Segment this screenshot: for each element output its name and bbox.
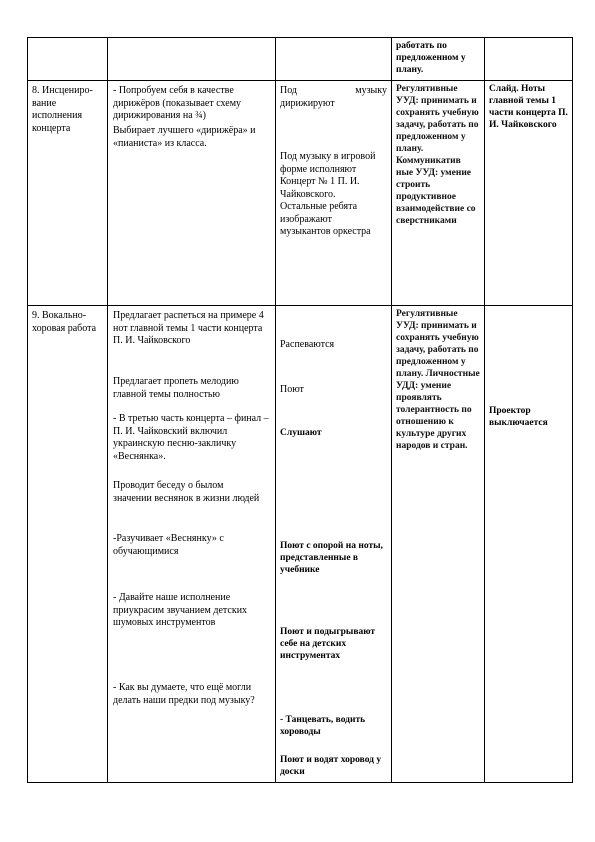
student-activity: музыку <box>355 85 387 96</box>
student-activity: дирижируют <box>280 98 335 109</box>
uud-text: Регулятивные УУД: принимать и сохранять учебную задачу, работать по предложенном у плану. Личностные УДД: умение проявлять толерантность по отношению к культуре других народов и стран. <box>396 309 480 451</box>
table-row <box>28 38 573 81</box>
teacher-activity: Проводит беседу о былом значении веснянок в жизни людей <box>113 480 260 504</box>
student-activity: Поют с опорой на ноты, представленные в учебнике <box>280 541 383 575</box>
student-activity: Поют и подыгрывают себе на детских инструментах <box>280 627 376 661</box>
stage-title: 8. Инсцениро-вание исполнения концерта <box>32 85 93 134</box>
student-activity: Распеваются <box>280 339 335 350</box>
teacher-activity: - Как вы думаете, что ещё могли делать наши предки под музыку? <box>113 682 255 706</box>
student-activity: Поют и водят хоровод у доски <box>280 755 382 777</box>
teacher-activity: -Разучивает «Веснянку» с обучающимися <box>113 533 224 557</box>
uud-continuation: работать по предложенном у плану. <box>396 41 466 75</box>
table-row <box>28 81 573 306</box>
teacher-activity: Предлагает распеться на примере 4 нот главной темы 1 части концерта П. И. Чайковского <box>113 310 264 346</box>
table-row <box>28 306 573 783</box>
teacher-activity: - Попробуем себя в качестве дирижёров (показывает схему дирижирования на ¾) <box>113 85 242 121</box>
uud-text: Регулятивные УУД: принимать и сохранять учебную задачу, работать по предложенном у плану. Коммуникатив ные УУД: умение строить продуктивное взаимодействие со сверстниками <box>396 84 479 226</box>
student-activity: - Танцевать, водить хороводы <box>280 715 366 737</box>
student-activity: Слушают <box>280 428 322 438</box>
teacher-activity: Выбирает лучшего «дирижёра» и «пианиста» из класса. <box>113 125 256 149</box>
student-activity: Поют <box>280 384 304 395</box>
student-activity: Под <box>280 85 298 96</box>
student-activity: Под музыку в игровой форме исполняют Концерт № 1 П. И. Чайковского. Остальные ребята изображают музыкантов оркестра <box>280 151 376 237</box>
lesson-plan-table <box>27 37 573 783</box>
teacher-activity: - Давайте наше исполнение приукрасим звучанием детских шумовых инструментов <box>113 592 248 628</box>
teacher-activity: Предлагает пропеть мелодию главной темы полностью <box>113 376 239 400</box>
stage-title: 9. Вокально-хоровая работа <box>32 310 97 334</box>
resources-note: Слайд. Ноты главной темы 1 части концерта П. И. Чайковского <box>489 84 568 130</box>
teacher-activity: - В третью часть концерта – финал – П. И. Чайковский включил украинскую песню-закличку «Веснянка». <box>113 413 269 462</box>
resources-note: Проектор выключается <box>489 406 548 428</box>
